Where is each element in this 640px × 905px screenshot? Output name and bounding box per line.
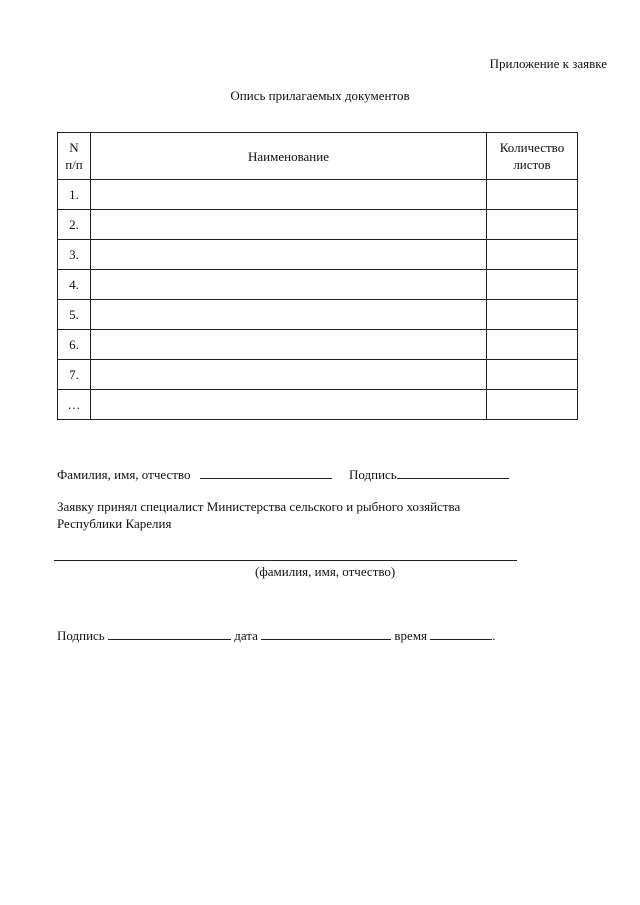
table-row bbox=[58, 210, 578, 240]
footer-end-mark: . bbox=[492, 628, 496, 643]
page-count-cell[interactable] bbox=[487, 180, 578, 210]
applicant-signature-label: Подпись bbox=[349, 467, 397, 482]
applicant-signature-row bbox=[349, 466, 509, 483]
table-row bbox=[58, 360, 578, 390]
table-row bbox=[58, 270, 578, 300]
row-number: 5. bbox=[58, 300, 91, 330]
appendix-title: Приложение к заявке bbox=[489, 56, 607, 71]
document-name-cell[interactable] bbox=[91, 330, 487, 360]
applicant-fio-row bbox=[57, 466, 332, 483]
column-header-name: Наименование bbox=[91, 133, 487, 180]
column-header-quantity-line1: Количество bbox=[499, 140, 565, 155]
table-row bbox=[58, 180, 578, 210]
document-name-cell[interactable] bbox=[91, 270, 487, 300]
document-name-cell[interactable] bbox=[91, 240, 487, 270]
page-count-cell[interactable] bbox=[487, 270, 578, 300]
row-number: … bbox=[58, 390, 91, 420]
documents-table bbox=[57, 132, 578, 420]
accepter-fio-caption: (фамилия, имя, отчество) bbox=[255, 564, 396, 579]
applicant-fio-field[interactable] bbox=[200, 466, 332, 479]
applicant-signature-field[interactable] bbox=[397, 466, 509, 479]
column-header-number-line1: N bbox=[69, 140, 79, 155]
document-title: Опись прилагаемых документов bbox=[230, 88, 410, 103]
row-number: 2. bbox=[58, 210, 91, 240]
applicant-fio-label: Фамилия, имя, отчество bbox=[57, 467, 191, 482]
table-header-row bbox=[58, 133, 578, 180]
table-row bbox=[58, 330, 578, 360]
accepter-fio-field[interactable] bbox=[54, 560, 517, 561]
document-name-cell[interactable] bbox=[91, 180, 487, 210]
page-count-cell[interactable] bbox=[487, 360, 578, 390]
column-header-number-line2: п/п bbox=[65, 157, 83, 172]
footer-time-field[interactable] bbox=[430, 627, 492, 640]
footer-time-label: время bbox=[394, 628, 428, 643]
page-count-cell[interactable] bbox=[487, 240, 578, 270]
page-count-cell[interactable] bbox=[487, 210, 578, 240]
footer-signature-row bbox=[57, 627, 496, 644]
document-name-cell[interactable] bbox=[91, 360, 487, 390]
row-number: 7. bbox=[58, 360, 91, 390]
table-row bbox=[58, 390, 578, 420]
document-name-cell[interactable] bbox=[91, 390, 487, 420]
table-row bbox=[58, 240, 578, 270]
table-row bbox=[58, 300, 578, 330]
acceptance-statement: Заявку принял специалист Министерства сельского и рыбного хозяйства Республики Карелия bbox=[57, 499, 461, 531]
document-name-cell[interactable] bbox=[91, 300, 487, 330]
column-header-quantity bbox=[487, 133, 578, 180]
row-number: 3. bbox=[58, 240, 91, 270]
footer-signature-field[interactable] bbox=[108, 627, 231, 640]
page-count-cell[interactable] bbox=[487, 300, 578, 330]
footer-date-label: дата bbox=[234, 628, 258, 643]
row-number: 6. bbox=[58, 330, 91, 360]
column-header-quantity-line2: листов bbox=[513, 157, 551, 172]
document-name-cell[interactable] bbox=[91, 210, 487, 240]
footer-date-field[interactable] bbox=[261, 627, 391, 640]
page-count-cell[interactable] bbox=[487, 330, 578, 360]
row-number: 1. bbox=[58, 180, 91, 210]
page-count-cell[interactable] bbox=[487, 390, 578, 420]
column-header-number bbox=[58, 133, 91, 180]
footer-signature-label: Подпись bbox=[57, 628, 105, 643]
row-number: 4. bbox=[58, 270, 91, 300]
